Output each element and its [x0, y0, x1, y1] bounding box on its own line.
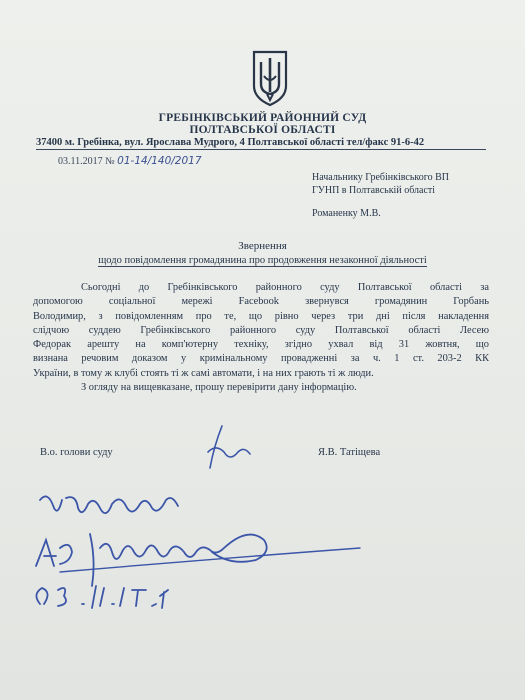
- body-line: України, в тому ж клубі стоять ті ж самі автомати, і на них грають ті ж люди.: [33, 367, 374, 379]
- body-closing: З огляду на вищевказане, прошу перевірити дану інформацію.: [81, 382, 357, 394]
- body-line: допомогою соціальної мережі Facebook звернувся громадянин Горбань: [33, 296, 489, 308]
- court-address: 37400 м. Гребінка, вул. Ярослава Мудрого, 4 Полтавської області тел/факс 91-6-42: [36, 137, 486, 150]
- handwritten-note-1: [40, 496, 178, 513]
- handwritten-note-2: [36, 534, 267, 586]
- document-title: Звернення: [238, 240, 287, 252]
- court-name-line1: ГРЕБІНКІВСЬКИЙ РАЙОННИЙ СУД: [158, 112, 367, 124]
- recipient-line2: ГУНП в Полтавській області: [312, 185, 436, 196]
- signatory-name: Я.В. Татіщева: [318, 447, 381, 458]
- document-date: 03.11.2017 №: [58, 156, 115, 167]
- body-line: слідчою суддею Гребінківського районного суду Полтавської області Лесею: [33, 324, 489, 336]
- body-line: Сьогодні до Гребінківського районного суду Полтавської області за: [81, 282, 489, 293]
- body-line: визнана речовим доказом у кримінальному провадженні за ч. 1 ст. 203-2 КК: [33, 353, 489, 365]
- handwritten-underline: [60, 548, 360, 572]
- court-name-line2: ПОЛТАВСЬКОЇ ОБЛАСТІ: [189, 124, 336, 136]
- document-subtitle-text: щодо повідомлення громадянина про продовження незаконної діяльності: [98, 255, 427, 266]
- director-signature: [208, 426, 250, 468]
- signatory-position: В.о. голови суду: [40, 447, 113, 458]
- handwritten-date: [36, 586, 168, 608]
- body-line: Володимир, з повідомленням про те, що рівно через три дні після накладення: [33, 310, 489, 322]
- body-line: Федорак арешту на комп'ютерну техніку, згідно ухвал від 31 жовтня, що: [33, 339, 489, 351]
- document-number: 01-14/140/2017: [117, 155, 202, 167]
- recipient-line1: Начальнику Гребінківського ВП: [312, 172, 449, 183]
- recipient-line3: Романенку М.В.: [312, 208, 381, 219]
